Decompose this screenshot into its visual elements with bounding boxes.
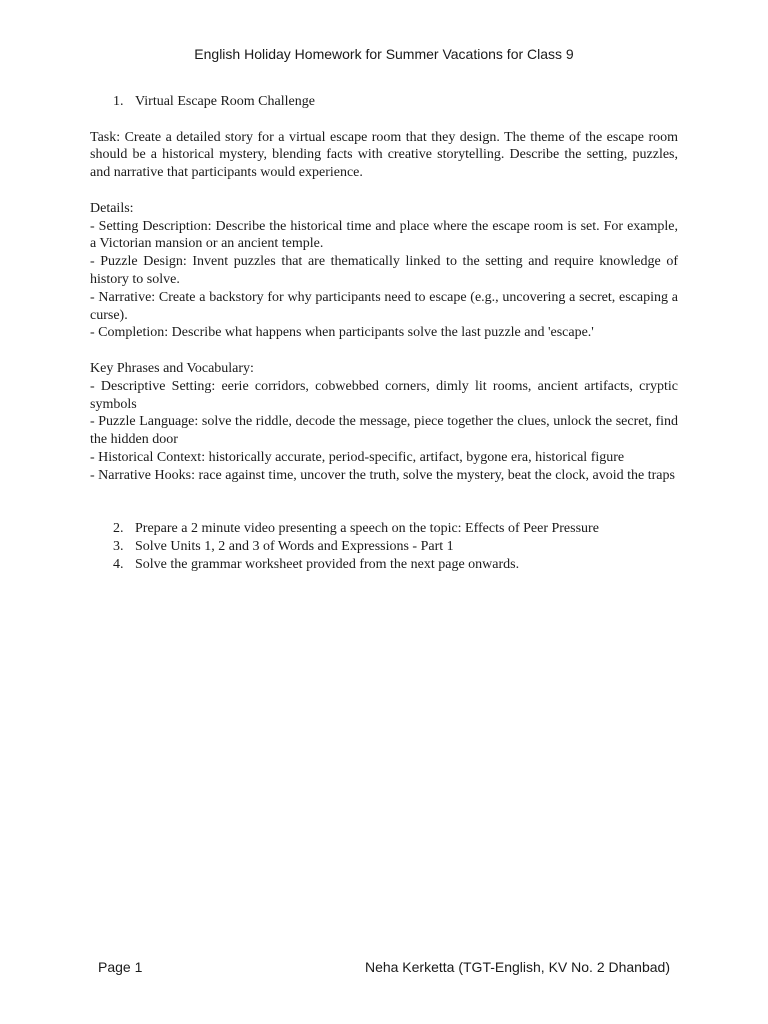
detail-item: - Setting Description: Describe the historical time and place where the escape room is set. For example, a Victorian mansion or an ancient temple. — [90, 218, 678, 252]
task-text: Solve the grammar worksheet provided from the next page onwards. — [135, 556, 520, 572]
page-header — [0, 44, 768, 64]
page-content — [90, 93, 678, 574]
task-paragraph: Task: Create a detailed story for a virtual escape room that they design. The theme of the escape room should be a historical mystery, blending facts with creative storytelling. Describe the setting, puzzles, and narrative that participants would experience. — [90, 129, 678, 181]
section-1-title: Virtual Escape Room Challenge — [135, 94, 315, 109]
detail-item: - Puzzle Design: Invent puzzles that are thematically linked to the setting and require knowledge of history to solve. — [90, 254, 678, 287]
detail-item: - Completion: Describe what happens when participants solve the last puzzle and 'escape.' — [90, 325, 594, 341]
vocabulary-item: - Descriptive Setting: eerie corridors, cobwebbed corners, dimly lit rooms, ancient artifacts, cryptic symbols — [90, 378, 678, 412]
task-list-item — [113, 538, 678, 556]
section-1-heading — [90, 93, 678, 111]
task-number: 3. — [113, 538, 124, 554]
section-spacer — [90, 485, 678, 521]
section-1-number: 1. — [113, 94, 124, 109]
details-heading: Details: — [90, 200, 134, 216]
page-number: Page 1 — [98, 959, 143, 975]
vocabulary-item: - Narrative Hooks: race against time, uncover the truth, solve the mystery, beat the clock, avoid the traps — [90, 467, 675, 483]
task-text: Prepare a 2 minute video presenting a speech on the topic: Effects of Peer Pressure — [135, 521, 599, 537]
vocabulary-block — [90, 360, 678, 485]
task-list-item — [113, 520, 678, 538]
details-block — [90, 200, 678, 342]
detail-item: - Narrative: Create a backstory for why participants need to escape (e.g., uncovering a secret, escaping a curse). — [90, 289, 678, 323]
task-list-item — [113, 556, 678, 574]
task-text: Solve Units 1, 2 and 3 of Words and Expressions - Part 1 — [135, 538, 454, 554]
task-number: 2. — [113, 521, 124, 537]
footer-author: Neha Kerketta (TGT-English, KV No. 2 Dhanbad) — [364, 959, 670, 975]
task-list — [90, 520, 678, 573]
vocabulary-item: - Puzzle Language: solve the riddle, decode the message, piece together the clues, unlock the secret, find the hidden door — [90, 414, 678, 448]
vocabulary-item: - Historical Context: historically accurate, period-specific, artifact, bygone era, historical figure — [90, 449, 625, 465]
header-title: English Holiday Homework for Summer Vacations for Class 9 — [194, 46, 574, 62]
vocabulary-heading: Key Phrases and Vocabulary: — [90, 360, 254, 376]
task-number: 4. — [113, 556, 124, 572]
